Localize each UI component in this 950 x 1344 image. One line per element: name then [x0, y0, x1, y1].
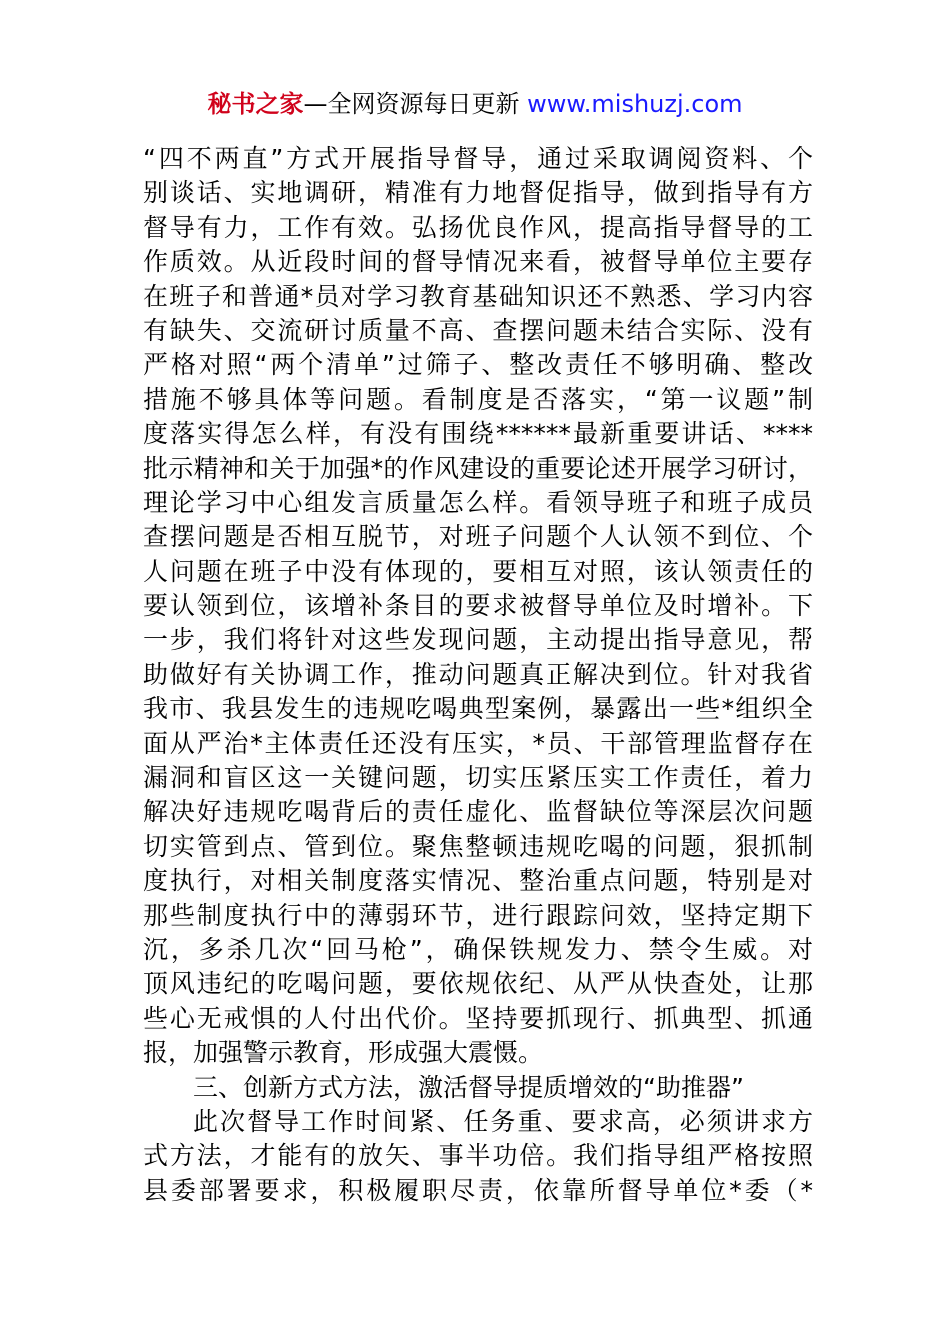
section-heading: 三、创新方式方法，激活督导提质增效的“助推器”	[193, 1072, 744, 1102]
text-line: 措施不够具体等问题。看制度是否落实，“第一议题”制	[143, 384, 813, 414]
text-line: 漏洞和盲区这一关键问题，切实压紧压实工作责任，着力	[143, 763, 813, 793]
text-line: 严格对照“两个清单”过筛子、整改责任不够明确、整改	[143, 350, 813, 380]
text-line: 督导有力，工作有效。弘扬优良作风，提高指导督导的工	[143, 212, 813, 242]
text-line: 查摆问题是否相互脱节，对班子问题个人认领不到位、个	[143, 522, 813, 552]
text-line: 此次督导工作时间紧、任务重、要求高，必须讲求方	[193, 1106, 813, 1136]
text-line: 在班子和普通*员对学习教育基础知识还不熟悉、学习内容	[143, 281, 813, 311]
text-line: 批示精神和关于加强*的作风建设的重要论述开展学习研讨，	[143, 453, 813, 483]
text-line: 些心无戒惧的人付出代价。坚持要抓现行、抓典型、抓通	[143, 1003, 813, 1033]
text-line: 顶风违纪的吃喝问题，要依规依纪、从严从快查处，让那	[143, 969, 813, 999]
text-line: 度执行，对相关制度落实情况、整治重点问题，特别是对	[143, 866, 813, 896]
text-line: 县委部署要求，积极履职尽责，依靠所督导单位*委（*	[143, 1175, 813, 1205]
text-line: 式方法，才能有的放矢、事半功倍。我们指导组严格按照	[143, 1141, 813, 1171]
document-body	[143, 142, 813, 1208]
text-line: 切实管到点、管到位。聚焦整顿违规吃喝的问题，狠抓制	[143, 831, 813, 861]
text-line: 别谈话、实地调研，精准有力地督促指导，做到指导有方	[143, 178, 813, 208]
text-line: 人问题在班子中没有体现的，要相互对照，该认领责任的	[143, 556, 813, 586]
text-line: 那些制度执行中的薄弱环节，进行跟踪问效，坚持定期下	[143, 900, 813, 930]
text-line: “四不两直”方式开展指导督导，通过采取调阅资料、个	[143, 144, 813, 173]
text-line: 面从严治*主体责任还没有压实，*员、干部管理监督存在	[143, 728, 813, 758]
site-header	[0, 88, 950, 120]
text-line: 度落实得怎么样，有没有围绕******最新重要讲话、****	[143, 419, 813, 449]
text-line: 作质效。从近段时间的督导情况来看，被督导单位主要存	[143, 247, 813, 277]
text-line: 一步，我们将针对这些发现问题，主动提出指导意见，帮	[143, 625, 813, 655]
site-url-link[interactable]: www.mishuzj.com	[527, 90, 743, 118]
header-tagline: —全网资源每日更新	[303, 90, 520, 118]
text-line: 助做好有关协调工作，推动问题真正解决到位。针对我省	[143, 659, 813, 689]
text-line: 解决好违规吃喝背后的责任虚化、监督缺位等深层次问题	[143, 797, 813, 827]
brand-name: 秘书之家	[207, 90, 304, 118]
text-line: 有缺失、交流研讨质量不高、查摆问题未结合实际、没有	[143, 315, 813, 345]
text-line: 我市、我县发生的违规吃喝典型案例，暴露出一些*组织全	[143, 694, 813, 724]
text-line: 报，加强警示教育，形成强大震慑。	[143, 1038, 544, 1068]
text-line: 沉，多杀几次“回马枪”，确保铁规发力、禁令生威。对	[143, 934, 813, 964]
text-line: 理论学习中心组发言质量怎么样。看领导班子和班子成员	[143, 487, 813, 517]
text-line: 要认领到位，该增补条目的要求被督导单位及时增补。下	[143, 591, 813, 621]
